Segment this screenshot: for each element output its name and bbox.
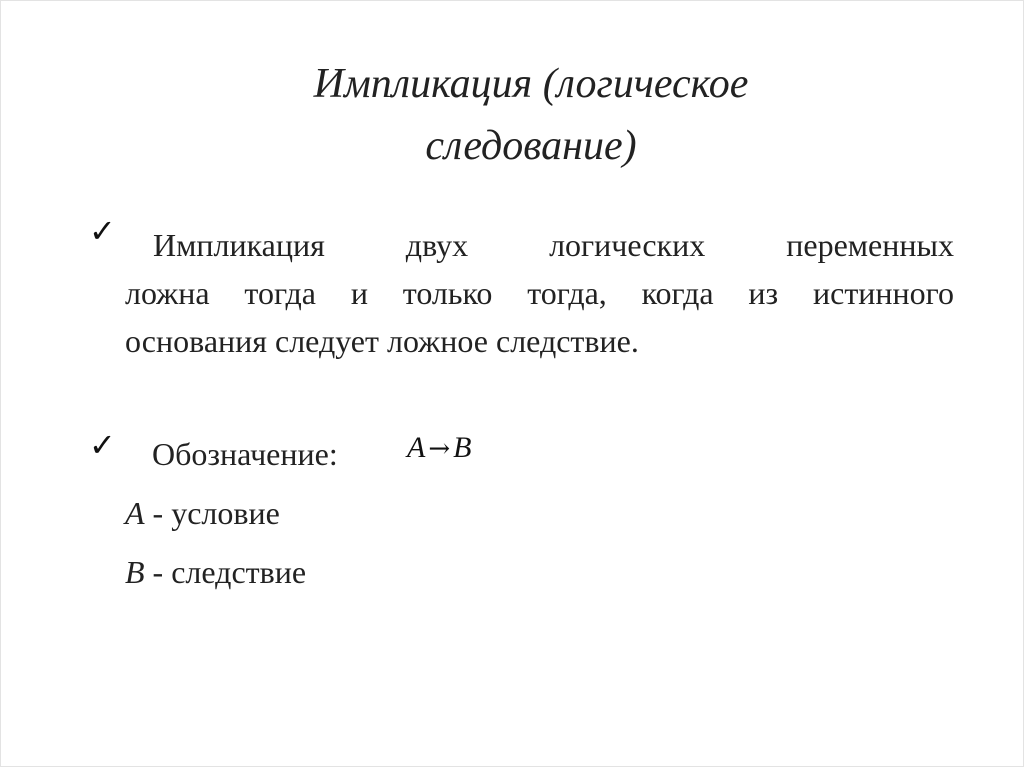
- definition-line-1: Импликация двух логических переменных: [153, 227, 954, 263]
- formula-variable-a: A: [407, 431, 426, 464]
- implication-formula: [407, 426, 471, 471]
- term-symbol: B: [125, 554, 145, 590]
- term-symbol: A: [125, 495, 145, 531]
- title-line-1: Импликация (логическое: [313, 61, 749, 107]
- definition-paragraph: [125, 221, 954, 365]
- definition-line-3: основания следует ложное следствие.: [125, 323, 639, 359]
- check-mark-icon: ✓: [89, 212, 116, 250]
- title-line-2: следование): [425, 123, 637, 169]
- notation-label: Обозначение:: [152, 436, 338, 472]
- arrow-icon: →: [428, 434, 451, 464]
- formula-variable-b: B: [453, 431, 472, 464]
- term-condition: [125, 489, 280, 537]
- check-mark-icon: ✓: [89, 426, 116, 464]
- term-consequence: [125, 548, 306, 596]
- term-description: - следствие: [144, 554, 307, 590]
- term-description: - условие: [144, 495, 280, 531]
- definition-line-2: ложна тогда и только тогда, когда из истинного: [125, 275, 954, 311]
- page-title: [161, 53, 901, 177]
